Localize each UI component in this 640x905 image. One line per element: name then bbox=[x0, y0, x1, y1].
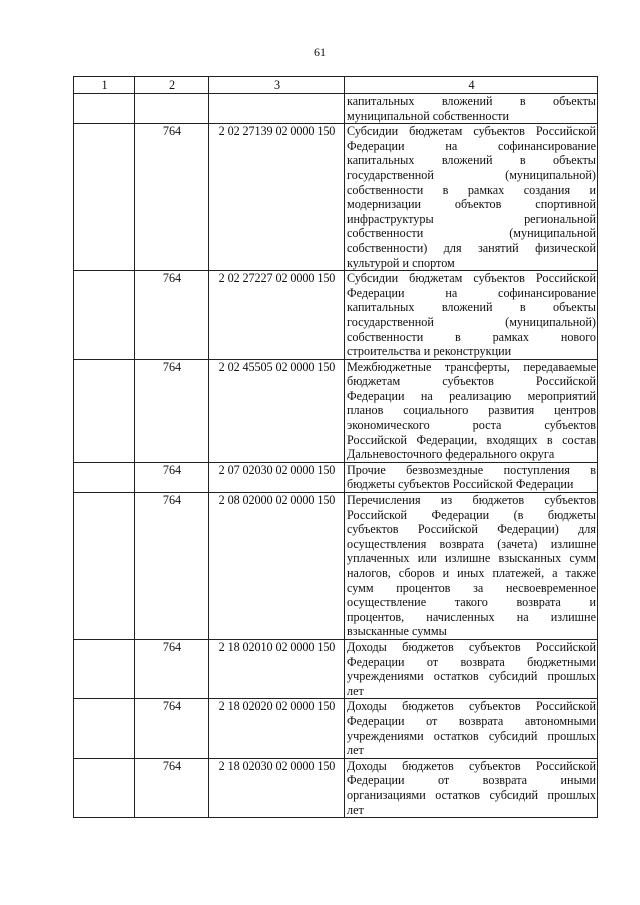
cell-revenue-code: 2 02 27139 02 0000 150 bbox=[209, 124, 345, 271]
cell-col1 bbox=[74, 758, 135, 817]
description-line: собственности (муниципальной bbox=[347, 226, 596, 241]
cell-description bbox=[345, 124, 598, 271]
cell-col1 bbox=[74, 493, 135, 640]
table-row bbox=[74, 94, 598, 124]
table-row bbox=[74, 699, 598, 758]
cell-revenue-code: 2 18 02020 02 0000 150 bbox=[209, 699, 345, 758]
cell-col1 bbox=[74, 699, 135, 758]
description-line: капитальных вложений в объекты bbox=[347, 153, 596, 168]
description-line: Федерации от возврата иными bbox=[347, 773, 596, 788]
description-line: Российской Федерации (в бюджеты bbox=[347, 507, 596, 522]
description-line: Федерации от возврата автономными bbox=[347, 713, 596, 728]
cell-col1 bbox=[74, 462, 135, 492]
cell-admin-code: 764 bbox=[135, 758, 209, 817]
table-header-row bbox=[74, 77, 598, 94]
description-line: лет bbox=[347, 743, 364, 758]
cell-description bbox=[345, 271, 598, 360]
table-row bbox=[74, 124, 598, 271]
description-line: модернизации объектов спортивной bbox=[347, 197, 596, 212]
cell-col1 bbox=[74, 639, 135, 698]
description-line: Федерации от возврата бюджетными bbox=[347, 654, 596, 669]
description-line: собственности) для занятий физической bbox=[347, 240, 596, 255]
description-line: Доходы бюджетов субъектов Российской bbox=[347, 639, 596, 654]
cell-admin-code: 764 bbox=[135, 462, 209, 492]
cell-description bbox=[345, 699, 598, 758]
table-row bbox=[74, 639, 598, 698]
description-line: осуществления возврата (зачета) излишне bbox=[347, 536, 596, 551]
description-line: Перечисления из бюджетов субъектов bbox=[347, 493, 596, 508]
description-line: государственной (муниципальной) bbox=[347, 314, 596, 329]
cell-admin-code: 764 bbox=[135, 699, 209, 758]
description-line: строительства и реконструкции bbox=[347, 344, 512, 359]
description-line: взысканные суммы bbox=[347, 624, 447, 639]
cell-description bbox=[345, 94, 598, 124]
cell-description bbox=[345, 462, 598, 492]
description-line: Субсидии бюджетам субъектов Российской bbox=[347, 271, 596, 286]
description-line: культурой и спортом bbox=[347, 255, 455, 270]
description-line: планов социального развития центров bbox=[347, 403, 596, 418]
cell-description bbox=[345, 359, 598, 462]
cell-revenue-code: 2 18 02010 02 0000 150 bbox=[209, 639, 345, 698]
description-line: организациями остатков субсидий прошлых bbox=[347, 787, 596, 802]
description-line: Российской Федерации, входящих в состав bbox=[347, 432, 596, 447]
table-row bbox=[74, 758, 598, 817]
table-row bbox=[74, 493, 598, 640]
description-line: Межбюджетные трансферты, передаваемые bbox=[347, 359, 596, 374]
description-line: Федерации на реализацию мероприятий bbox=[347, 388, 596, 403]
column-header-4: 4 bbox=[345, 77, 598, 94]
column-header-1: 1 bbox=[74, 77, 135, 94]
table-row bbox=[74, 359, 598, 462]
cell-admin-code bbox=[135, 94, 209, 124]
cell-col1 bbox=[74, 124, 135, 271]
description-line: налогов, сборов и иных платежей, а также bbox=[347, 566, 596, 580]
cell-revenue-code: 2 08 02000 02 0000 150 bbox=[209, 493, 345, 640]
description-line: процентов, начисленных на излишне bbox=[347, 609, 596, 624]
description-line: лет bbox=[347, 802, 364, 817]
description-line: сумм процентов за несвоевременное bbox=[347, 580, 596, 595]
description-line: государственной (муниципальной) bbox=[347, 167, 596, 182]
cell-description bbox=[345, 639, 598, 698]
description-line: собственности в рамках нового bbox=[347, 329, 596, 344]
description-line: бюджеты субъектов Российской Федерации bbox=[347, 477, 574, 492]
cell-col1 bbox=[74, 359, 135, 462]
cell-revenue-code: 2 18 02030 02 0000 150 bbox=[209, 758, 345, 817]
cell-description bbox=[345, 758, 598, 817]
cell-description bbox=[345, 493, 598, 640]
cell-admin-code: 764 bbox=[135, 359, 209, 462]
cell-revenue-code: 2 02 45505 02 0000 150 bbox=[209, 359, 345, 462]
revenue-codes-table bbox=[73, 76, 598, 818]
description-line: экономического роста субъектов bbox=[347, 418, 596, 433]
column-header-2: 2 bbox=[135, 77, 209, 94]
description-line: собственности в рамках создания и bbox=[347, 182, 596, 197]
description-line: уплаченных или излишне взысканных сумм bbox=[347, 551, 596, 566]
cell-col1 bbox=[74, 271, 135, 360]
cell-col1 bbox=[74, 94, 135, 124]
description-line: Доходы бюджетов субъектов Российской bbox=[347, 758, 596, 773]
description-line: учреждениями остатков субсидий прошлых bbox=[347, 669, 596, 684]
description-line: лет bbox=[347, 683, 364, 698]
description-line: учреждениями остатков субсидий прошлых bbox=[347, 728, 596, 743]
description-line: Федерации на софинансирование bbox=[347, 285, 596, 300]
description-line: капитальных вложений в объекты bbox=[347, 300, 596, 315]
cell-revenue-code: 2 07 02030 02 0000 150 bbox=[209, 462, 345, 492]
description-line: инфраструктуры региональной bbox=[347, 211, 596, 226]
cell-admin-code: 764 bbox=[135, 493, 209, 640]
description-line: Дальневосточного федерального округа bbox=[347, 447, 555, 462]
description-line: бюджетам субъектов Российской bbox=[347, 374, 596, 389]
table-row bbox=[74, 462, 598, 492]
cell-revenue-code bbox=[209, 94, 345, 124]
cell-admin-code: 764 bbox=[135, 639, 209, 698]
description-line: Доходы бюджетов субъектов Российской bbox=[347, 699, 596, 714]
description-line: капитальных вложений в объекты bbox=[347, 94, 596, 108]
page-number: 61 bbox=[314, 45, 326, 59]
column-header-3: 3 bbox=[209, 77, 345, 94]
cell-admin-code: 764 bbox=[135, 124, 209, 271]
description-line: субъектов Российской Федерации) для bbox=[347, 522, 596, 537]
description-line: Субсидии бюджетам субъектов Российской bbox=[347, 124, 596, 139]
description-line: осуществление такого возврата и bbox=[347, 595, 596, 610]
description-line: Федерации на софинансирование bbox=[347, 138, 596, 153]
table-row bbox=[74, 271, 598, 360]
description-line: муниципальной собственности bbox=[347, 108, 509, 123]
cell-revenue-code: 2 02 27227 02 0000 150 bbox=[209, 271, 345, 360]
description-line: Прочие безвозмездные поступления в bbox=[347, 462, 596, 477]
cell-admin-code: 764 bbox=[135, 271, 209, 360]
